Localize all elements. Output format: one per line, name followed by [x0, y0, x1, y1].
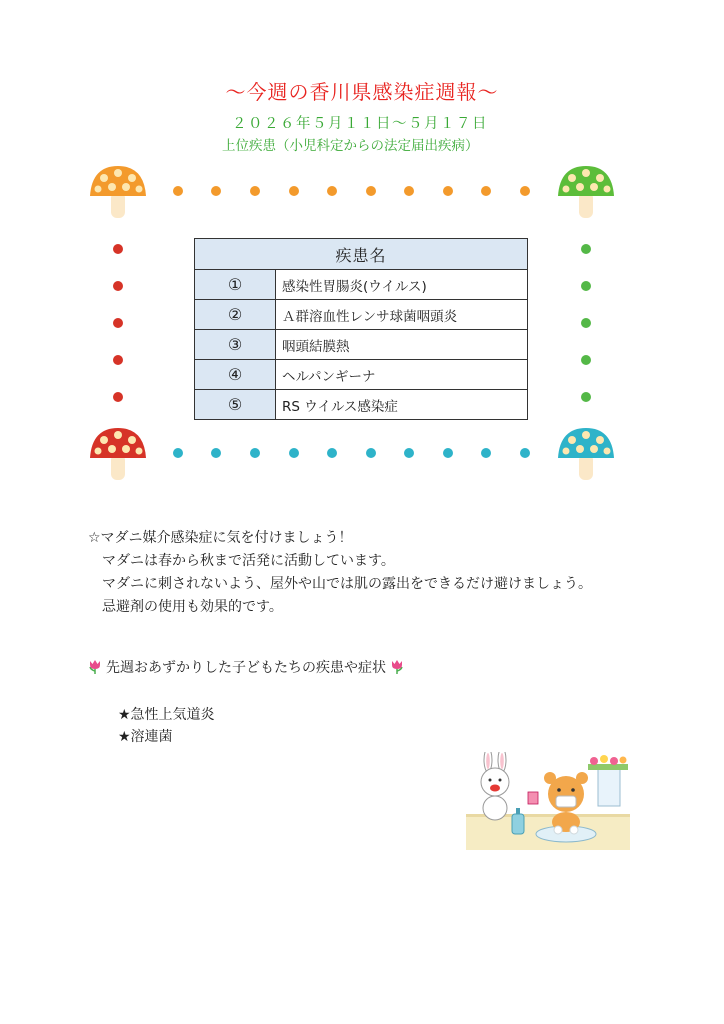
report-subtitle: 上位疾患（小児科定からの法定届出疾病）	[222, 138, 479, 154]
symptom-list	[118, 704, 215, 748]
border-dot	[113, 318, 123, 328]
border-dot	[113, 392, 123, 402]
orange-mushroom-icon	[88, 162, 148, 222]
table-row	[195, 300, 528, 330]
border-dot	[113, 244, 123, 254]
border-dot	[250, 448, 260, 458]
tick-notice-line: マダニに刺されないよう、屋外や山では肌の露出をできるだけ避けましょう。	[102, 576, 592, 592]
tick-notice-line: 忌避剤の使用も効果的です。	[102, 599, 283, 615]
rank-cell: ②	[195, 300, 276, 330]
border-dot	[443, 186, 453, 196]
border-dot	[481, 186, 491, 196]
symptom-item: ★溶連菌	[118, 729, 173, 745]
border-dot	[289, 448, 299, 458]
disease-name-cell: 感染性胃腸炎(ウイルス)	[276, 270, 528, 300]
border-dot	[404, 448, 414, 458]
border-dot	[211, 448, 221, 458]
disease-name-cell: 咽頭結膜熱	[276, 330, 528, 360]
last-week-heading: 先週おあずかりした子どもたちの疾患や症状	[106, 660, 386, 676]
disease-name-cell: ヘルパンギーナ	[276, 360, 528, 390]
border-dot	[173, 186, 183, 196]
table-row	[195, 360, 528, 390]
page-title: 〜今週の香川県感染症週報〜	[225, 80, 499, 104]
last-week-heading-row	[88, 657, 404, 677]
border-dot	[581, 392, 591, 402]
tulip-icon	[390, 659, 404, 675]
border-dot	[581, 355, 591, 365]
tick-notice-heading: ☆マダニ媒介感染症に気を付けましょう！	[88, 530, 353, 546]
rank-cell: ④	[195, 360, 276, 390]
table-row	[195, 270, 528, 300]
border-dot	[173, 448, 183, 458]
border-dot	[113, 355, 123, 365]
border-dot	[211, 186, 221, 196]
border-dot	[366, 186, 376, 196]
disease-name-cell: RS ウイルス感染症	[276, 390, 528, 420]
report-dates: ２０２６年５月１１日〜５月１７日	[232, 116, 488, 132]
border-dot	[520, 186, 530, 196]
border-dot	[327, 186, 337, 196]
table-header-row	[195, 239, 528, 270]
border-dot	[404, 186, 414, 196]
rank-cell: ③	[195, 330, 276, 360]
border-dot	[113, 281, 123, 291]
border-dot	[581, 281, 591, 291]
teal-mushroom-icon	[556, 424, 616, 484]
table-header: 疾患名	[195, 239, 528, 270]
disease-ranking-table	[194, 238, 528, 420]
border-dot	[581, 244, 591, 254]
symptom-item: ★急性上気道炎	[118, 707, 215, 723]
tick-notice-line: マダニは春から秋まで活発に活動しています。	[102, 553, 395, 569]
green-mushroom-icon	[556, 162, 616, 222]
border-dot	[289, 186, 299, 196]
red-mushroom-icon	[88, 424, 148, 484]
border-dot	[250, 186, 260, 196]
rank-cell: ①	[195, 270, 276, 300]
tick-notice	[88, 527, 592, 619]
table-row	[195, 330, 528, 360]
border-dot	[366, 448, 376, 458]
border-dot	[520, 448, 530, 458]
tulip-icon	[88, 659, 102, 675]
border-dot	[481, 448, 491, 458]
handwashing-animals-illustration	[466, 752, 630, 850]
rank-cell: ⑤	[195, 390, 276, 420]
border-dot	[327, 448, 337, 458]
disease-name-cell: Ａ群溶血性レンサ球菌咽頭炎	[276, 300, 528, 330]
border-dot	[443, 448, 453, 458]
border-dot	[581, 318, 591, 328]
table-row	[195, 390, 528, 420]
